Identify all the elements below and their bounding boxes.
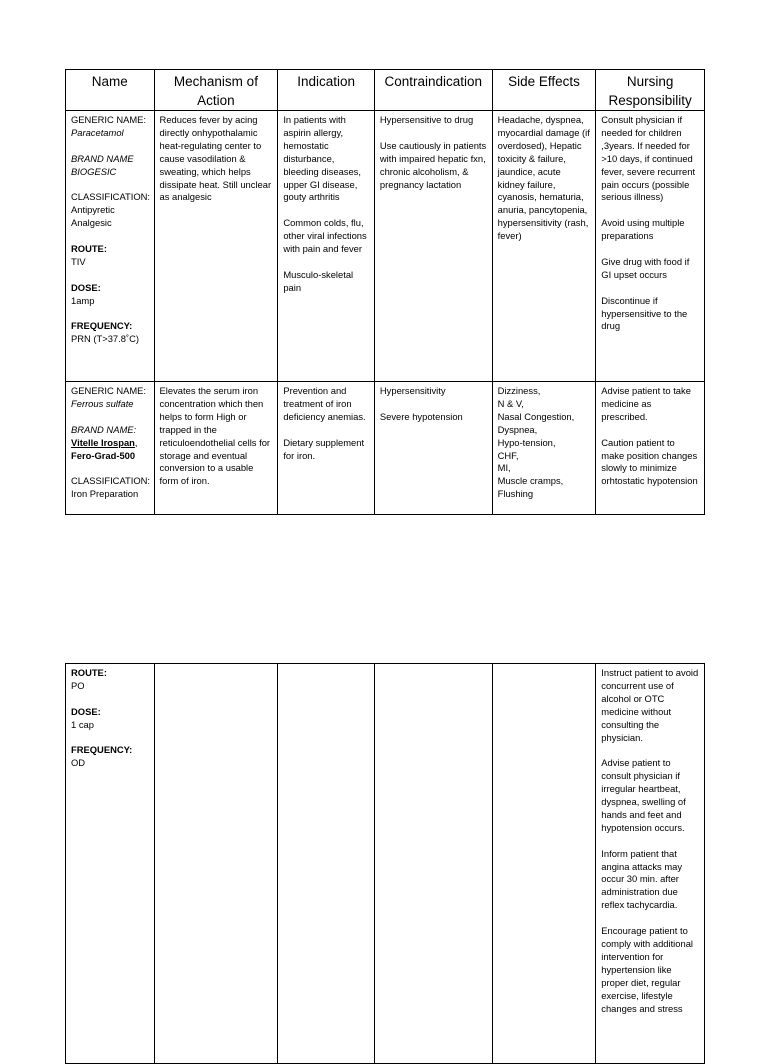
- contraindication-cell: [374, 111, 492, 382]
- generic-name: Paracetamol: [71, 126, 124, 138]
- frequency-label: FREQUENCY:: [71, 320, 133, 332]
- drug-study-table-page1: [65, 69, 705, 515]
- nursing-1: Instruct patient to avoid concurrent use of alcohol or OTC medicine without consulting the physician.: [601, 667, 699, 743]
- nursing-1: Consult physician if needed for children ,3years. If needed for >10 days, if continued fever, severe recurrent pain occurs (possible serious illness): [601, 114, 696, 203]
- nursing-2: Caution patient to make position changes slowly to minimize orhtostatic hypotension: [601, 436, 698, 487]
- header-mechanism: Mechanism of Action: [154, 70, 278, 111]
- name-cell: [66, 664, 155, 1064]
- drug-study-table-page2: [65, 663, 705, 1064]
- side-effects-cell: [492, 664, 596, 1064]
- indication-1: In patients with aspirin allergy, hemostatic disturbance, bleeding diseases, upper GI disease, gouty arthritis: [283, 114, 361, 203]
- classification-label: CLASSIFICATION:: [71, 475, 151, 487]
- nursing-4: Discontinue if hypersensitive to the drug: [601, 294, 688, 332]
- mechanism-cell: [154, 664, 278, 1064]
- nursing-1: Advise patient to take medicine as prescribed.: [601, 385, 691, 422]
- brand-separator: ,: [134, 436, 138, 448]
- indication-cell: [278, 664, 375, 1064]
- contraindication-1: Hypersensitivity: [379, 385, 446, 396]
- header-side-effects: Side Effects: [492, 70, 596, 111]
- generic-label: GENERIC NAME:: [71, 114, 147, 125]
- mechanism-cell: [154, 111, 278, 382]
- side-effect-item: Nasal Congestion,: [497, 410, 575, 422]
- side-effect-item: N & V,: [497, 397, 524, 409]
- name-cell: [66, 111, 155, 382]
- brand-label: BRAND NAME: [71, 152, 134, 164]
- route-value: PO: [71, 679, 85, 691]
- dose-value: 1 cap: [71, 718, 94, 730]
- contraindication-cell: [374, 664, 492, 1064]
- name-cell: [66, 382, 155, 515]
- nursing-2: Avoid using multiple preparations: [601, 217, 685, 242]
- frequency-label: FREQUENCY:: [71, 744, 133, 756]
- side-effect-item: Dizziness,: [497, 385, 541, 396]
- header-contraindication: Contraindication: [374, 70, 492, 111]
- indication-3: Musculo-skeletal pain: [283, 268, 354, 293]
- contraindication-cell: [374, 382, 492, 515]
- brand-name: BIOGESIC: [71, 165, 117, 177]
- header-indication: Indication: [278, 70, 375, 111]
- drug-row-paracetamol: [66, 111, 705, 382]
- contraindication-1: Hypersensitive to drug: [379, 114, 474, 125]
- side-effects-cell: [492, 382, 596, 515]
- contraindication-2: Severe hypotension: [379, 410, 463, 422]
- header-name: Name: [66, 70, 155, 111]
- generic-label: GENERIC NAME:: [71, 385, 147, 396]
- brand-name-1: Vitelle Irospan: [71, 436, 135, 448]
- mechanism-text: Elevates the serum iron concentration which then helps to form High or trapped in the reticuloendothelial cells for storage and eventual conversion to a usable form of iron.: [159, 385, 271, 487]
- side-effects-text: Headache, dyspnea, myocardial damage (if overdosed), Hepatic toxicity & failure, jaundice, acute kidney failure, cyanosis, hematuria, anuria, pancytopenia, hypersensitivity (rash, fever): [497, 114, 590, 242]
- frequency-value: PRN (T>37.8˚C): [71, 333, 139, 345]
- classification-label: CLASSIFICATION:: [71, 191, 151, 203]
- header-nursing: Nursing Responsibility: [596, 70, 705, 111]
- nursing-cell: [596, 382, 705, 515]
- side-effect-item: Dyspnea,: [497, 423, 538, 435]
- side-effect-item: MI,: [497, 462, 511, 474]
- drug-row-ferrous-sulfate: [66, 382, 705, 515]
- route-label: ROUTE:: [71, 667, 107, 678]
- nursing-3: Inform patient that angina attacks may occur 30 min. after administration due reflex tachycardia.: [601, 847, 683, 911]
- route-label: ROUTE:: [71, 243, 107, 255]
- indication-2: Dietary supplement for iron.: [283, 436, 365, 461]
- mechanism-text: Reduces fever by acing directly onhypothalamic heat-regulating center to cause vasodilation & sweating, which helps dissipate heat. Still unclear as analgesic: [159, 114, 272, 203]
- side-effects-cell: [492, 111, 596, 382]
- brand-label: BRAND NAME:: [71, 423, 137, 435]
- side-effect-item: Hypo-tension,: [497, 436, 556, 448]
- mechanism-cell: [154, 382, 278, 515]
- header-row: [66, 70, 705, 111]
- route-value: TIV: [71, 255, 86, 267]
- indication-cell: [278, 111, 375, 382]
- side-effect-item: Muscle cramps,: [497, 475, 564, 487]
- classification-1: Iron Preparation: [71, 488, 139, 500]
- dose-label: DOSE:: [71, 281, 101, 293]
- side-effect-item: CHF,: [497, 449, 519, 461]
- classification-1: Antipyretic: [71, 204, 115, 216]
- dose-value: 1amp: [71, 294, 95, 306]
- dose-label: DOSE:: [71, 705, 101, 717]
- generic-name: Ferrous sulfate: [71, 397, 134, 409]
- indication-2: Common colds, flu, other viral infections with pain and fever: [283, 217, 367, 255]
- classification-2: Analgesic: [71, 217, 112, 229]
- nursing-cell: [596, 111, 705, 382]
- side-effect-item: Flushing: [497, 488, 534, 500]
- drug-row-ferrous-sulfate-continued: [66, 664, 705, 1064]
- frequency-value: OD: [71, 757, 86, 769]
- indication-cell: [278, 382, 375, 515]
- nursing-2: Advise patient to consult physician if irregular heartbeat, dyspnea, swelling of hands and feet and hypotension occurs.: [601, 757, 686, 833]
- contraindication-2: Use cautiously in patients with impaired hepatic fxn, chronic alcoholism, & pregnancy lactation: [379, 139, 487, 190]
- nursing-3: Give drug with food if GI upset occurs: [601, 255, 690, 280]
- indication-1: Prevention and treatment of iron deficiency anemias.: [283, 385, 366, 422]
- brand-name-2: Fero-Grad-500: [71, 449, 136, 461]
- nursing-4: Encourage patient to comply with additional intervention for hypertension like proper diet, regular exercise, lifestyle changes and stress: [601, 925, 693, 1014]
- nursing-cell: [596, 664, 705, 1064]
